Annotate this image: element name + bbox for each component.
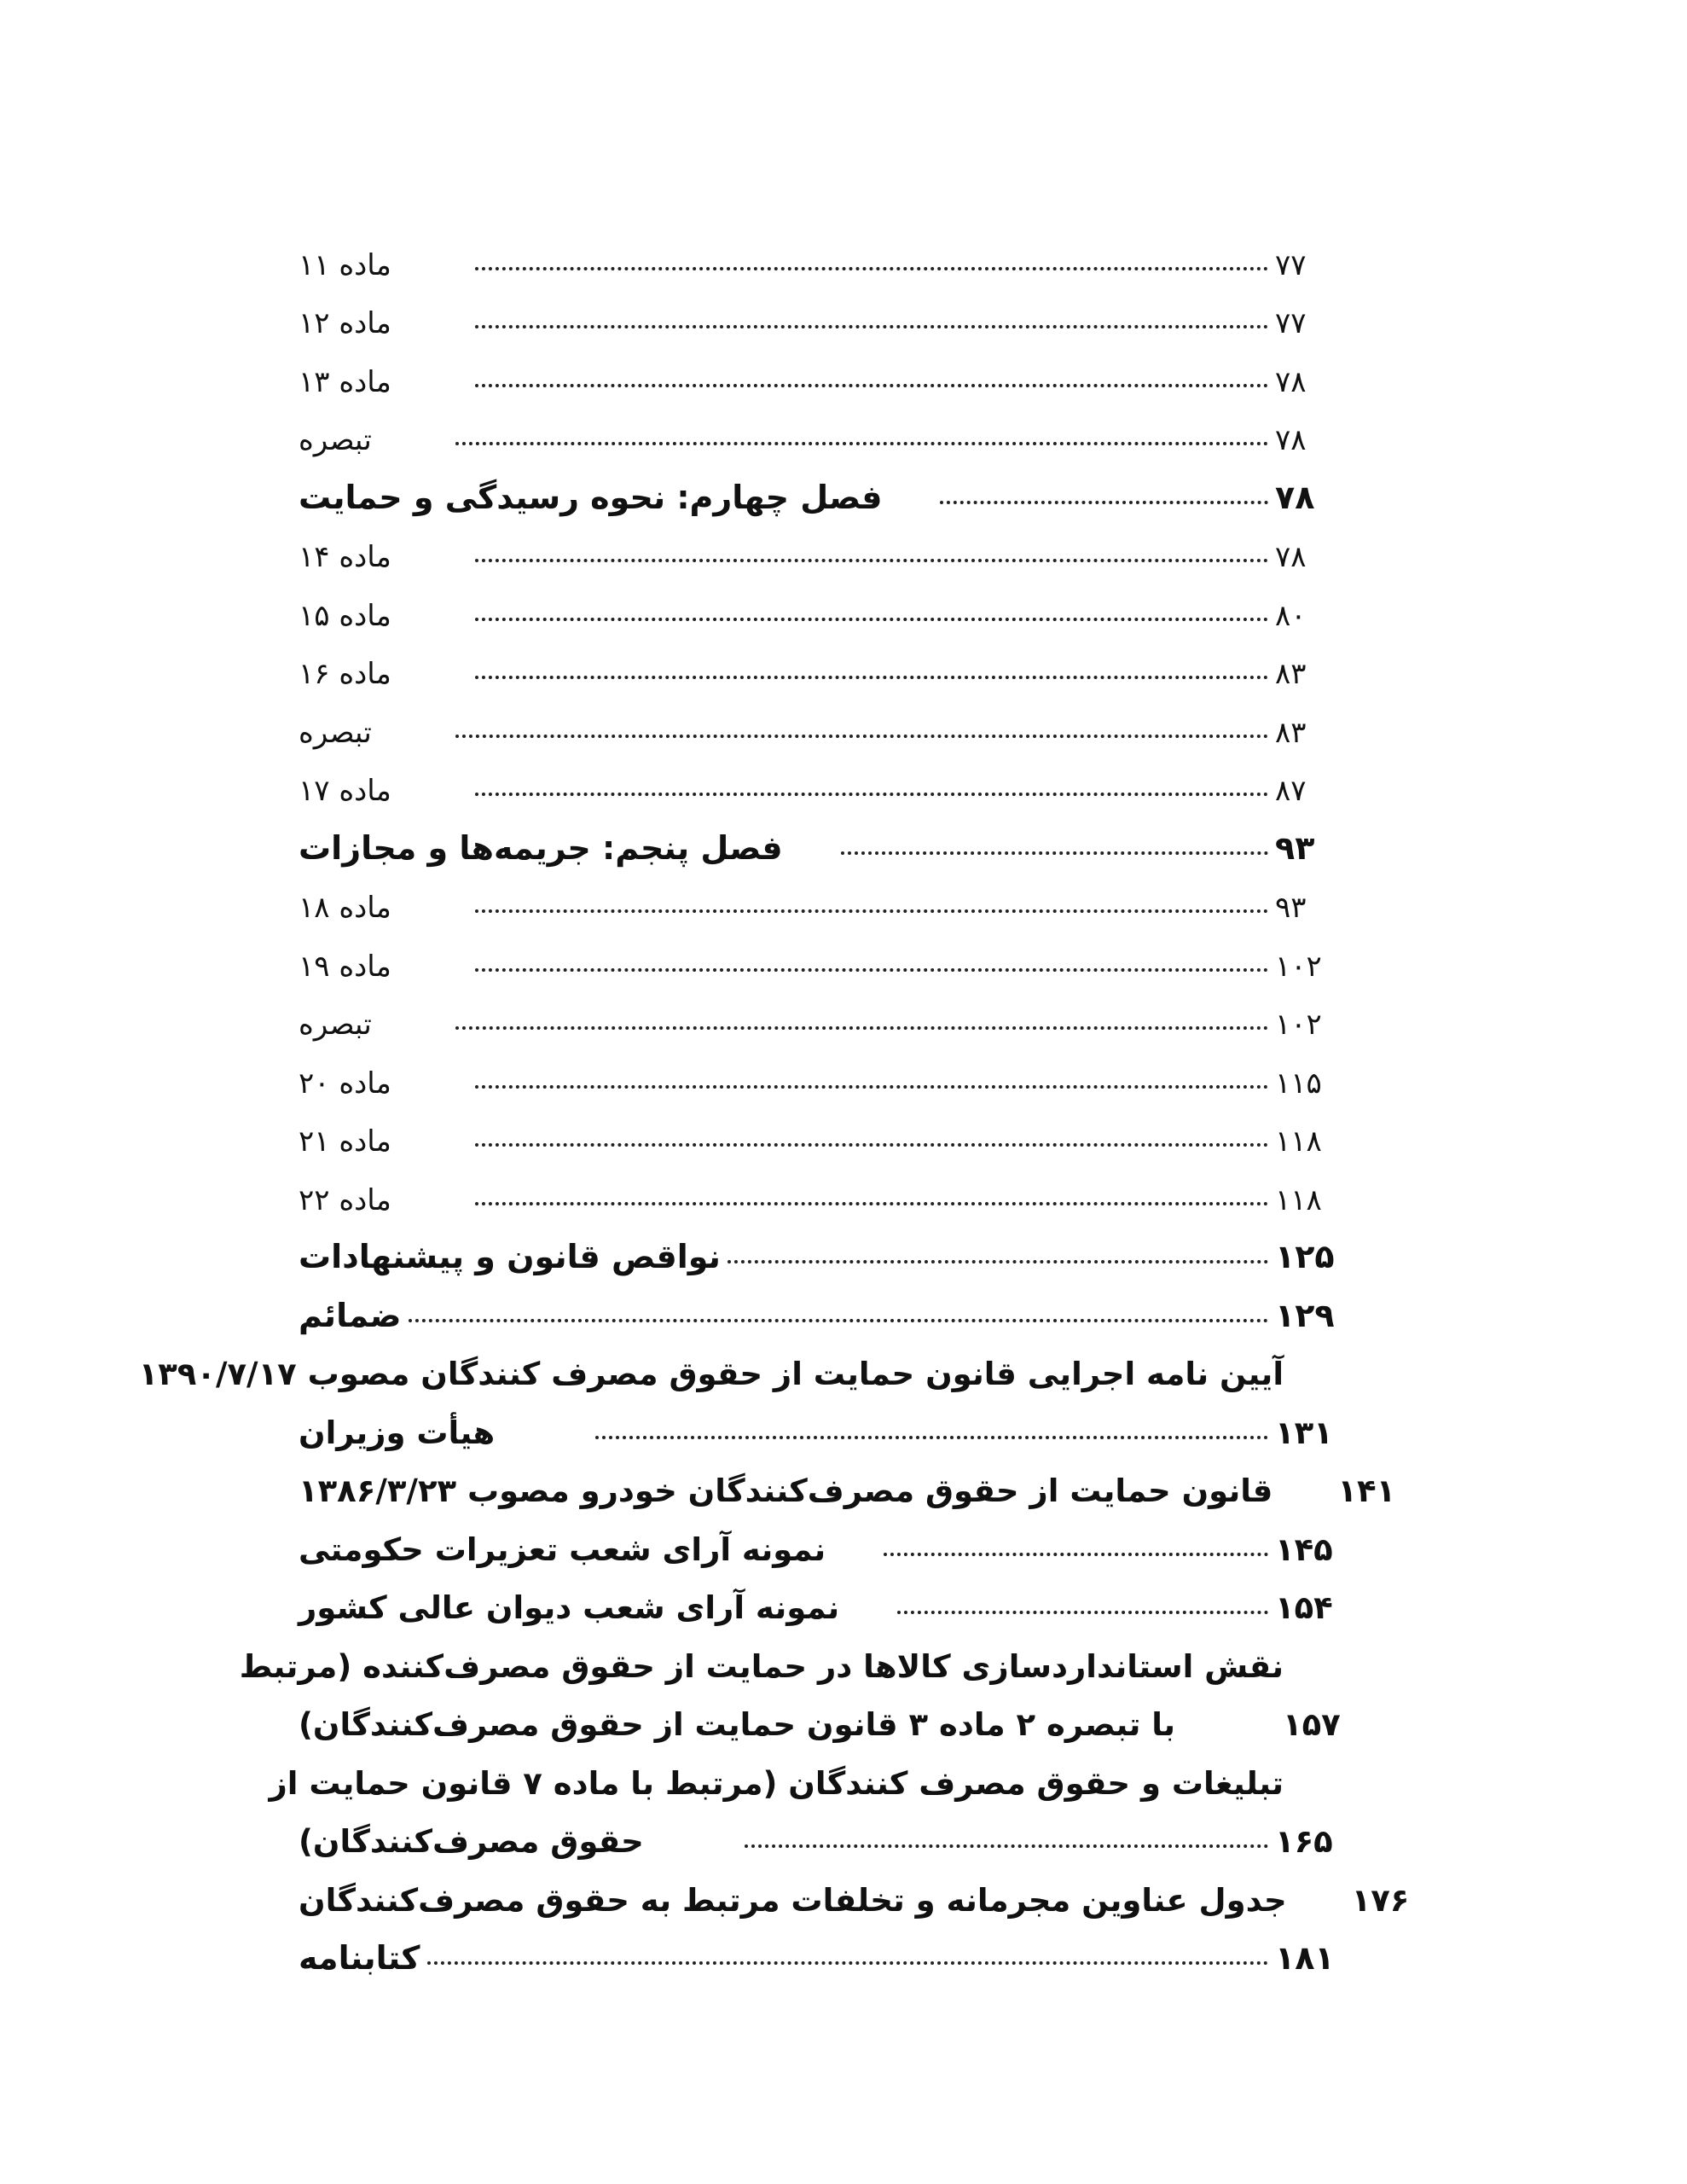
- toc-appendix-entry[interactable]: [299, 1392, 1335, 1451]
- leader-dots: [455, 1026, 1268, 1030]
- toc-entry-title: قانون حمایت از حقوق مصرف‌کنندگان خودرو مصوب ۱۳۸۶/۳/۲۳: [299, 1472, 1273, 1509]
- toc-entry-title: ماده ۱۷: [299, 774, 391, 808]
- toc-entry[interactable]: [299, 516, 1335, 575]
- toc-entry-title: فصل پنجم: جریمه‌ها و مجازات: [299, 828, 783, 867]
- toc-entry-page: ۱۱۵: [1275, 1066, 1322, 1101]
- toc-entry-page: ۱۰۲: [1275, 949, 1322, 984]
- toc-appendix-entry[interactable]: [299, 1568, 1335, 1627]
- toc-entry-page: ۱۷۶: [1351, 1881, 1410, 1919]
- toc-entry[interactable]: [299, 750, 1335, 809]
- toc-entry-page: ۱۱۸: [1275, 1182, 1322, 1217]
- toc-entry-page: ۱۴۱: [1337, 1472, 1396, 1509]
- leader-dots: [841, 851, 1268, 855]
- toc-entry-page: ۷۸: [1275, 364, 1307, 399]
- toc-entry[interactable]: [299, 340, 1335, 399]
- toc-entry-title: ماده ۲۱: [299, 1124, 391, 1159]
- toc-entry-title: فصل چهارم: نحوه رسیدگی و حمایت: [299, 478, 883, 516]
- toc-entry-page: ۱۳۱: [1275, 1414, 1333, 1451]
- toc-appendix-entry[interactable]: [299, 1451, 1396, 1510]
- leader-dots: [475, 1143, 1268, 1147]
- toc-appendix-entry[interactable]: [299, 1509, 1335, 1568]
- toc-entry-title: ماده ۱۵: [299, 598, 391, 633]
- toc-entry-page: ۷۸: [1275, 423, 1307, 457]
- leader-dots: [455, 442, 1268, 445]
- toc-entry-title: تبصره: [299, 1008, 372, 1042]
- toc-entry-title: جدول عناوین مجرمانه و تخلفات مرتبط به حقوق مصرف‌کنندگان: [299, 1881, 1287, 1919]
- toc-section-entry[interactable]: [299, 1217, 1335, 1276]
- toc-entry-title: نقش استانداردسازی کالاها در حمایت از حقوق مصرف‌کننده (مرتبط: [239, 1647, 1284, 1685]
- toc-entry-page: ۸۰: [1275, 598, 1307, 633]
- toc-section-entry[interactable]: [299, 1275, 1335, 1334]
- toc-entry-title: ماده ۱۹: [299, 949, 391, 984]
- leader-dots: [475, 968, 1268, 972]
- toc-entry-page: ۱۵۴: [1275, 1589, 1333, 1626]
- toc-entry-title: تبصره: [299, 715, 372, 750]
- leader-dots: [940, 501, 1268, 504]
- toc-entry-title: حقوق مصرف‌کنندگان): [299, 1823, 644, 1860]
- toc-entry-page: ۸۳: [1275, 657, 1307, 691]
- leader-dots: [897, 1611, 1268, 1614]
- toc-entry-page: ۱۱۸: [1275, 1124, 1322, 1159]
- toc-entry-page: ۹۳: [1275, 828, 1315, 867]
- toc-entry-title: نواقص قانون و پیشنهادات: [299, 1238, 721, 1275]
- toc-entry-title: تبلیغات و حقوق مصرف کنندگان (مرتبط با ماده ۷ قانون حمایت از: [269, 1764, 1284, 1802]
- toc-entry[interactable]: [299, 867, 1335, 926]
- toc-entry-title: هیأت وزیران: [299, 1414, 496, 1451]
- toc-entry-page: ۸۳: [1275, 715, 1307, 750]
- leader-dots: [455, 735, 1268, 738]
- leader-dots: [427, 1961, 1269, 1965]
- toc-entry-title: نمونه آرای شعب دیوان عالی کشور: [299, 1589, 840, 1626]
- toc-entry-page: ۹۳: [1275, 891, 1307, 925]
- toc-entry-title: ماده ۲۰: [299, 1066, 391, 1101]
- toc-entry[interactable]: [299, 984, 1335, 1043]
- toc-entry-page: ۱۶۵: [1275, 1823, 1333, 1860]
- toc-entry-page: ۱۲۵: [1275, 1238, 1335, 1275]
- toc-entry[interactable]: [299, 1159, 1335, 1217]
- toc-entry[interactable]: [299, 633, 1335, 692]
- leader-dots: [475, 384, 1268, 387]
- leader-dots: [728, 1260, 1268, 1263]
- toc-entry[interactable]: [299, 574, 1335, 633]
- toc-entry-page: ۱۴۵: [1275, 1531, 1333, 1568]
- leader-dots: [475, 325, 1268, 328]
- toc-entry-first-line[interactable]: [269, 1743, 1335, 1802]
- toc-entry[interactable]: [299, 1101, 1335, 1159]
- toc-entry-page: ۱۰۲: [1275, 1008, 1322, 1042]
- toc-chapter-entry[interactable]: [299, 457, 1335, 516]
- toc-entry-page: ۸۷: [1275, 774, 1307, 808]
- toc-entry-title: ماده ۱۱: [299, 247, 391, 282]
- toc-entry-title: ماده ۱۴: [299, 540, 391, 574]
- leader-dots: [475, 1085, 1268, 1089]
- leader-dots: [475, 909, 1268, 913]
- leader-dots: [745, 1844, 1268, 1848]
- toc-entry-title: آیین نامه اجرایی قانون حمایت از حقوق مصرف کنندگان مصوب ۱۳۹۰/۷/۱۷: [138, 1356, 1284, 1392]
- leader-dots: [475, 559, 1268, 562]
- toc-entry-title: کتابنامه: [299, 1939, 420, 1977]
- toc-entry-first-line[interactable]: [239, 1626, 1335, 1685]
- toc-entry-title: ماده ۱۶: [299, 657, 391, 691]
- toc-appendix-entry[interactable]: [299, 1860, 1410, 1919]
- toc-section-entry[interactable]: [299, 1919, 1335, 1978]
- toc-entry[interactable]: [299, 1042, 1335, 1101]
- toc-entry-title: ضمائم: [299, 1296, 402, 1334]
- leader-dots: [884, 1553, 1268, 1556]
- leader-dots: [409, 1319, 1268, 1322]
- toc-entry[interactable]: [299, 925, 1335, 984]
- toc-entry-title: نمونه آرای شعب تعزیرات حکومتی: [299, 1531, 826, 1568]
- toc-entry[interactable]: [299, 399, 1335, 458]
- leader-dots: [475, 793, 1268, 796]
- toc-entry-title: ماده ۲۲: [299, 1182, 391, 1217]
- toc-entry-page: ۱۸۱: [1275, 1939, 1335, 1977]
- leader-dots: [595, 1436, 1268, 1439]
- toc-entry-page: ۱۲۹: [1275, 1296, 1335, 1334]
- toc-entry-title: ماده ۱۸: [299, 891, 391, 925]
- leader-dots: [475, 618, 1268, 621]
- toc-entry[interactable]: [299, 224, 1335, 282]
- toc-entry-page: ۷۸: [1275, 540, 1307, 574]
- toc-chapter-entry[interactable]: [299, 808, 1335, 867]
- toc-entry-title: با تبصره ۲ ماده ۳ قانون حمایت از حقوق مصرف‌کنندگان): [299, 1706, 1176, 1743]
- toc-entry[interactable]: [299, 691, 1335, 750]
- toc-entry-title: تبصره: [299, 423, 372, 457]
- toc-entry-title: ماده ۱۳: [299, 364, 391, 399]
- toc-entry-page: ۱۵۷: [1283, 1706, 1341, 1743]
- toc-entry-title: ماده ۱۲: [299, 306, 391, 340]
- leader-dots: [475, 676, 1268, 679]
- toc-entry-page: ۷۷: [1275, 247, 1307, 282]
- table-of-contents: [138, 224, 1410, 1977]
- toc-entry-first-line[interactable]: [138, 1334, 1335, 1393]
- toc-entry[interactable]: [299, 282, 1335, 341]
- leader-dots: [475, 1202, 1268, 1205]
- toc-appendix-entry[interactable]: [299, 1685, 1341, 1744]
- toc-entry-page: ۷۷: [1275, 306, 1307, 340]
- leader-dots: [475, 267, 1268, 270]
- toc-appendix-entry[interactable]: [299, 1802, 1335, 1861]
- toc-entry-page: ۷۸: [1275, 478, 1315, 516]
